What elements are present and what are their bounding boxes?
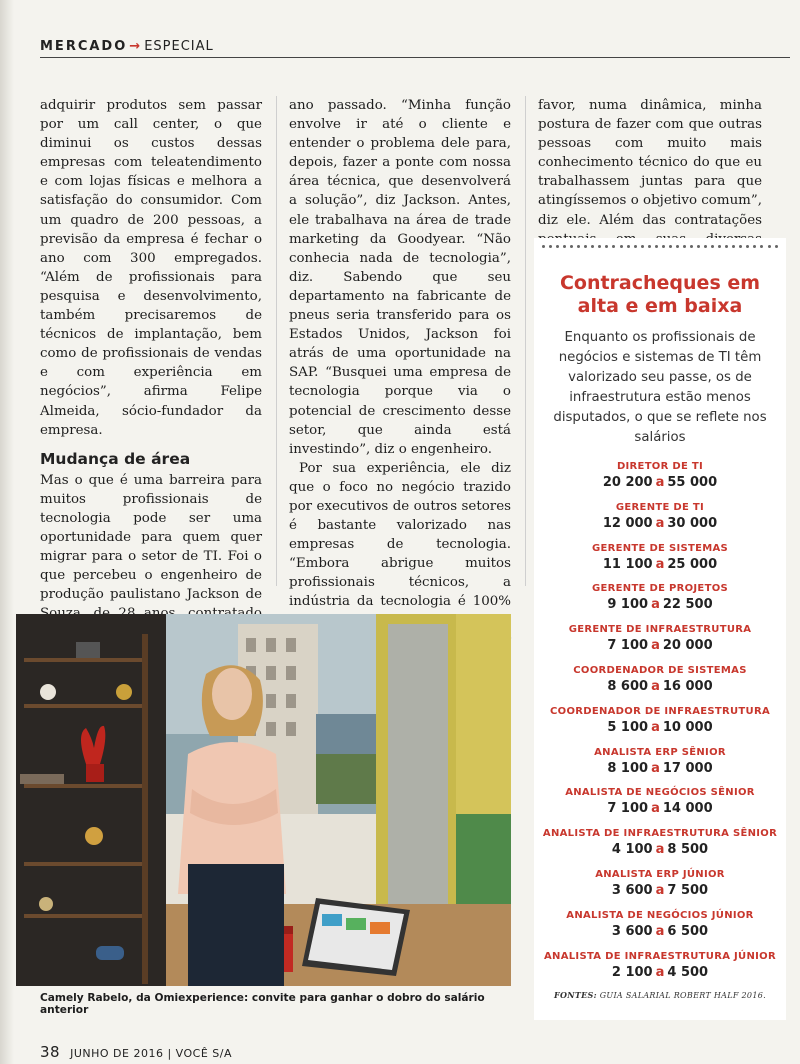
salary-min: 2 100 — [611, 964, 653, 980]
salary-item — [534, 786, 786, 827]
salary-role: ANALISTA ERP SÊNIOR — [594, 746, 726, 758]
salary-max: 22 500 — [662, 597, 713, 613]
salary-min: 11 100 — [602, 556, 653, 572]
salary-role: ANALISTA DE INFRAESTRUTURA JÚNIOR — [544, 950, 776, 962]
salary-range — [534, 596, 786, 614]
salary-range — [534, 474, 786, 492]
woman-at-desk-illustration — [16, 614, 511, 986]
salary-item — [534, 950, 786, 991]
salary-role: GERENTE DE TI — [615, 501, 705, 513]
salary-max: 17 000 — [662, 760, 713, 776]
salary-min: 3 600 — [611, 923, 653, 939]
range-connector: a — [651, 597, 660, 613]
salary-min: 7 100 — [607, 801, 649, 817]
salary-item — [534, 909, 786, 950]
salary-max: 7 500 — [667, 882, 709, 898]
salary-role: GERENTE DE INFRAESTRUTURA — [568, 624, 752, 636]
column-divider — [276, 96, 277, 586]
range-connector: a — [651, 678, 660, 694]
salary-max: 6 500 — [667, 923, 709, 939]
salary-min: 8 600 — [607, 678, 649, 694]
salary-role: DIRETOR DE TI — [616, 461, 704, 472]
salary-role: ANALISTA DE NEGÓCIOS JÚNIOR — [566, 909, 754, 921]
range-connector: a — [655, 923, 665, 939]
range-connector: a — [655, 964, 665, 980]
range-connector: a — [655, 475, 665, 490]
source-label: FONTES: — [554, 990, 597, 1000]
page-number: 38 — [40, 1043, 61, 1061]
issue-info: JUNHO DE 2016 | VOCÊ S/A — [70, 1047, 232, 1060]
salary-max: 14 000 — [662, 801, 713, 817]
salary-range — [534, 556, 786, 574]
salary-item — [534, 501, 786, 542]
salary-range — [534, 678, 786, 696]
salary-range — [534, 964, 786, 982]
salary-item — [534, 868, 786, 909]
section-name: MERCADO — [40, 39, 128, 54]
salary-item — [534, 582, 786, 623]
salary-range — [534, 841, 786, 859]
sidebar-intro: Enquanto os profissionais de negócios e sistemas de TI têm valorizado seu passe, os de infraestrutura estão menos disputados, o que se reflete nos salários — [553, 330, 767, 445]
salary-min: 8 100 — [607, 760, 649, 776]
range-connector: a — [651, 760, 660, 776]
salary-min: 4 100 — [611, 842, 653, 858]
page-gutter-shadow — [0, 0, 14, 1064]
salary-max: 55 000 — [667, 475, 718, 490]
range-connector: a — [651, 801, 660, 817]
salary-range — [534, 923, 786, 941]
salary-min: 20 200 — [602, 475, 653, 490]
salary-range — [534, 800, 786, 818]
salary-min: 7 100 — [607, 638, 649, 654]
salary-role: COORDENADOR DE SISTEMAS — [573, 664, 747, 676]
salary-max: 4 500 — [667, 964, 709, 980]
salary-item — [534, 460, 786, 501]
column-divider — [525, 96, 526, 586]
paragraph: Mas o que é uma barreira para muitos profissionais de tecnologia pode ser uma oportunidade para quem quer migrar para o setor de TI. Foi o que percebeu o engenheiro de produção paulistano Jackson de — [40, 472, 262, 603]
salary-min: 3 600 — [611, 882, 653, 898]
salary-role: GERENTE DE PROJETOS — [592, 583, 728, 595]
range-connector: a — [655, 515, 665, 531]
page-footer — [40, 1043, 232, 1061]
salary-max: 20 000 — [662, 638, 713, 654]
paragraph: ano passado. “Minha função envolve ir até o cliente e entender o problema dele para, depois, fazer a ponte com nossa área técnica, que desenvolverá a solução”, diz Jackson. Antes, ele trabalhava na área de trade marketing da Goodyear. “Não conhecia nada de tecnologia”, diz. Sabendo que seu departamento na fabricante de pneus seria transferido para os Estados Unidos, Jackson foi atrás de uma oportunidade na SAP. “Busquei uma empresa de tecnologia porque via o potencial de crescimento desse setor, que ainda está investindo”, diz o engenheiro. — [289, 98, 511, 457]
salary-role: ANALISTA DE NEGÓCIOS SÊNIOR — [565, 787, 755, 799]
photo-caption: Camely Rabelo, da Omiexperience: convite para ganhar o dobro do salário anterior — [40, 992, 485, 1016]
salary-item — [534, 827, 786, 868]
salary-role: ANALISTA DE INFRAESTRUTURA SÊNIOR — [542, 828, 778, 840]
dotted-rule — [534, 238, 786, 254]
salary-range — [534, 719, 786, 737]
salary-max: 30 000 — [667, 515, 718, 531]
salary-range — [534, 637, 786, 655]
salary-max: 25 000 — [667, 556, 718, 572]
salary-list — [534, 460, 786, 990]
salary-range — [534, 760, 786, 778]
salary-range — [534, 882, 786, 900]
source-text: GUIA SALARIAL ROBERT HALF 2016. — [599, 991, 766, 1000]
range-connector: a — [655, 842, 665, 858]
salary-role: ANALISTA ERP JÚNIOR — [595, 868, 725, 880]
range-connector: a — [651, 719, 660, 735]
subsection-name: ESPECIAL — [144, 39, 214, 54]
paragraph: adquirir produtos sem passar por um call center, o que diminui os custos dessas empresas com teleatendimento e com lojas físicas e melhora a satisfação do consumidor. Com um quadro de 200 pessoas, a previsão da empresa é fechar o ano com 300 empregados. “Além de profissionais para pesquisa e desenvolvimento, também precisaremos de técnicos de implantação, bem como de profissionais de vendas e com experiência em negócios”, afirma Felipe Almeida, sócio-fundador da empresa. — [40, 98, 262, 438]
sidebar-title: Contracheques em alta e em baixa — [559, 272, 761, 317]
sidebar-source — [534, 990, 786, 1000]
salary-item — [534, 542, 786, 583]
office-photo — [16, 614, 511, 986]
range-connector: a — [651, 638, 660, 654]
salary-role: COORDENADOR DE INFRAESTRUTURA — [550, 705, 770, 717]
salary-min: 9 100 — [607, 597, 649, 613]
salary-max: 16 000 — [662, 678, 713, 694]
salary-min: 12 000 — [602, 515, 653, 531]
section-header — [40, 36, 790, 58]
range-connector: a — [655, 882, 665, 898]
salary-range — [534, 515, 786, 533]
salary-item — [534, 705, 786, 746]
salary-role: GERENTE DE SISTEMAS — [591, 542, 729, 554]
salary-item — [534, 623, 786, 664]
subheading: Mudança de área — [40, 449, 191, 468]
salary-sidebar — [534, 238, 786, 1020]
salary-item — [534, 746, 786, 787]
salary-max: 10 000 — [662, 719, 713, 735]
paragraph: Por sua experiência, ele diz que o foco no negócio trazido por executivos de outros setores é bastante valorizado nas empresas de tecnologia. “Embora abrigue muitos profissionais técnicos, a indústria da tecnologia é 100% — [289, 460, 511, 610]
salary-min: 5 100 — [607, 719, 649, 735]
range-connector: a — [655, 556, 665, 572]
arrow-icon: → — [129, 39, 143, 54]
salary-max: 8 500 — [667, 842, 709, 858]
paragraph: favor, numa dinâmica, minha postura de fazer com que outras pessoas com muito mais conhecimento técnico do que eu trabalhassem juntas para que atingíssemos o objetivo comum”, diz ele. Além das contratações — [538, 98, 762, 228]
salary-item — [534, 664, 786, 705]
